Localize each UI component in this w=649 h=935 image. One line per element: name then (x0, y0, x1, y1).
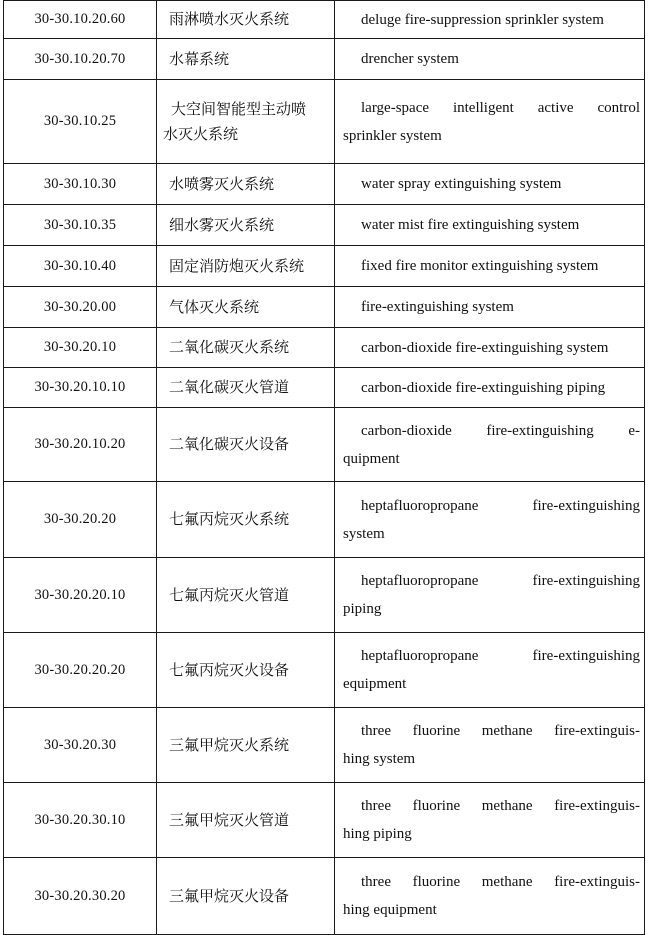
term-code: 30-30.20.10 (4, 328, 157, 368)
term-english-line-2: sprinkler system (343, 127, 442, 144)
term-english (335, 633, 645, 708)
term-chinese: 二氧化碳灭火设备 (157, 408, 335, 482)
term-english (335, 482, 645, 558)
table-row (4, 328, 645, 368)
term-english-line-1: three fluorine methane fire-extinguis- (361, 798, 640, 814)
term-chinese: 七氟丙烷灭火设备 (157, 633, 335, 708)
term-chinese: 细水雾灭火系统 (157, 205, 335, 246)
table-row (4, 558, 645, 633)
term-english-line-2: hing equipment (343, 902, 437, 918)
term-chinese-line-1: 大空间智能型主动喷 (171, 99, 307, 118)
term-code: 30-30.10.20.70 (4, 39, 157, 80)
term-code: 30-30.20.10.20 (4, 408, 157, 482)
table-row (4, 164, 645, 205)
term-english (335, 328, 645, 368)
term-english-line-1: heptafluoropropane fire-extinguishing (361, 497, 640, 514)
term-chinese: 三氟甲烷灭火设备 (157, 858, 335, 935)
term-chinese: 气体灭火系统 (157, 287, 335, 328)
table-row (4, 205, 645, 246)
table-row (4, 783, 645, 858)
table-row (4, 80, 645, 164)
table-row (4, 708, 645, 783)
table-row (4, 246, 645, 287)
term-english-line-2: piping (343, 601, 382, 617)
term-english-line-1: large-space intelligent active control (361, 99, 640, 116)
term-english (335, 246, 645, 287)
table-row (4, 633, 645, 708)
table-row (4, 287, 645, 328)
term-chinese: 水幕系统 (157, 39, 335, 80)
term-english-line-1: carbon-dioxide fire-extinguishing e- (361, 422, 640, 439)
term-code: 30-30.10.30 (4, 164, 157, 205)
term-code: 30-30.10.25 (4, 80, 157, 164)
term-english (335, 39, 645, 80)
term-code: 30-30.20.30 (4, 708, 157, 783)
term-code: 30-30.10.35 (4, 205, 157, 246)
table-row (4, 368, 645, 408)
term-english (335, 1, 645, 39)
term-english-text: drencher system (361, 51, 459, 67)
term-english-line-2: quipment (343, 450, 400, 467)
term-english (335, 708, 645, 783)
term-english-text: water spray extinguishing system (361, 176, 562, 192)
term-english-line-2: hing system (343, 751, 416, 767)
term-english-line-1: heptafluoropropane fire-extinguishing (361, 573, 640, 589)
term-code: 30-30.20.30.20 (4, 858, 157, 935)
table-row (4, 408, 645, 482)
term-english-line-1: three fluorine methane fire-extinguis- (361, 723, 640, 739)
table-row (4, 39, 645, 80)
table-row (4, 482, 645, 558)
term-english (335, 408, 645, 482)
term-code: 30-30.10.40 (4, 246, 157, 287)
term-english-line-2: system (343, 525, 385, 542)
term-code: 30-30.20.10.10 (4, 368, 157, 408)
term-chinese: 三氟甲烷灭火系统 (157, 708, 335, 783)
term-english (335, 164, 645, 205)
term-code: 30-30.20.20.10 (4, 558, 157, 633)
term-chinese: 七氟丙烷灭火管道 (157, 558, 335, 633)
term-chinese-line-2: 水灭火系统 (163, 124, 239, 143)
term-chinese: 三氟甲烷灭火管道 (157, 783, 335, 858)
term-code: 30-30.20.20 (4, 482, 157, 558)
table-row (4, 858, 645, 935)
terminology-table (3, 0, 645, 935)
term-chinese: 二氧化碳灭火管道 (157, 368, 335, 408)
term-chinese: 固定消防炮灭火系统 (157, 246, 335, 287)
term-english-text: water mist fire extinguishing system (361, 217, 580, 233)
term-english-text: carbon-dioxide fire-extinguishing piping (361, 379, 606, 396)
term-english-line-1: heptafluoropropane fire-extinguishing (361, 648, 640, 664)
term-english-text: deluge fire-suppression sprinkler system (361, 11, 604, 28)
term-english (335, 783, 645, 858)
term-code: 30-30.20.20.20 (4, 633, 157, 708)
term-chinese: 雨淋喷水灭火系统 (157, 1, 335, 39)
term-code: 30-30.10.20.60 (4, 1, 157, 39)
table-row (4, 1, 645, 39)
term-english (335, 287, 645, 328)
term-chinese: 七氟丙烷灭火系统 (157, 482, 335, 558)
term-english-text: carbon-dioxide fire-extinguishing system (361, 339, 609, 356)
term-chinese: 水喷雾灭火系统 (157, 164, 335, 205)
term-chinese: 二氧化碳灭火系统 (157, 328, 335, 368)
term-english (335, 205, 645, 246)
term-chinese (157, 80, 335, 164)
term-english-text: fire-extinguishing system (361, 299, 514, 315)
term-code: 30-30.20.30.10 (4, 783, 157, 858)
term-english-line-2: equipment (343, 676, 407, 692)
term-english-line-2: hing piping (343, 826, 412, 842)
term-english (335, 368, 645, 408)
term-english (335, 80, 645, 164)
term-english (335, 558, 645, 633)
term-english (335, 858, 645, 935)
term-code: 30-30.20.00 (4, 287, 157, 328)
term-english-line-1: three fluorine methane fire-extinguis- (361, 874, 640, 890)
term-english-text: fixed fire monitor extinguishing system (361, 258, 599, 274)
